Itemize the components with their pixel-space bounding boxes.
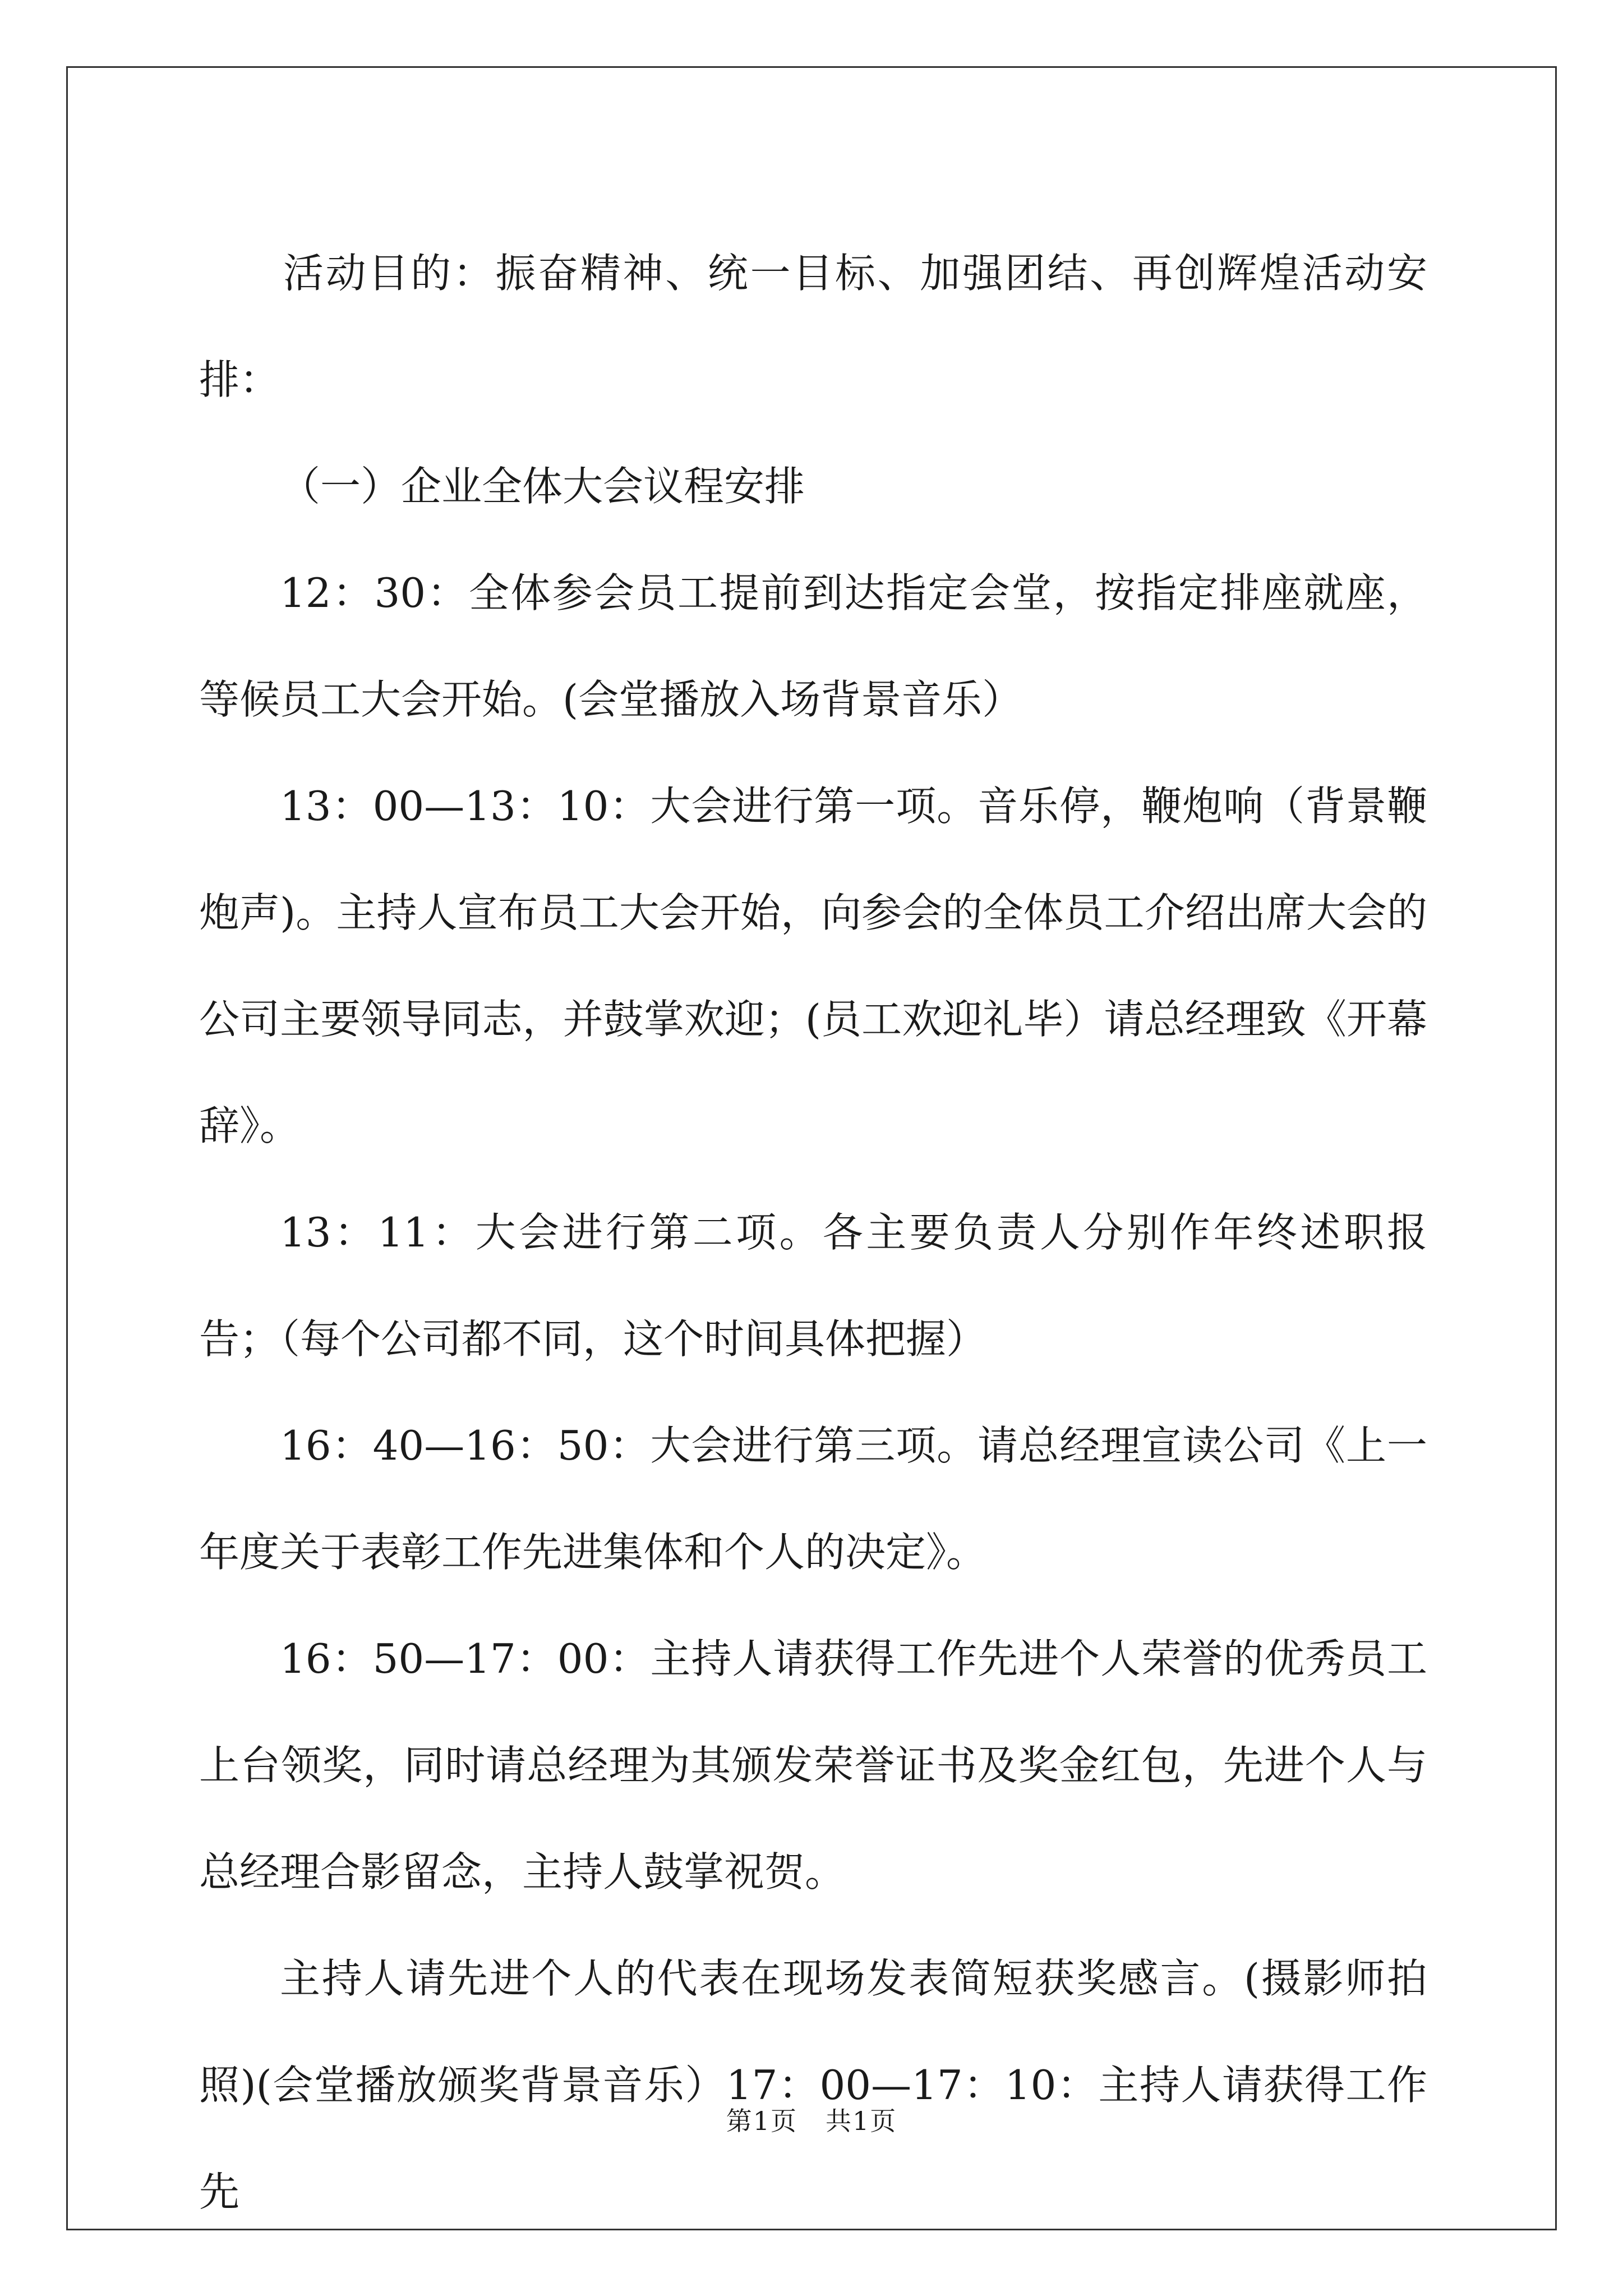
paragraph-purpose: 活动目的：振奋精神、统一目标、加强团结、再创辉煌活动安排：: [199, 250, 1427, 403]
paragraph-1650: 16：50—17：00：主持人请获得工作先进个人荣誉的优秀员工上台领奖，同时请总经理为其颁发荣誉证书及奖金红包，先进个人与总经理合影留念，主持人鼓掌祝贺。: [199, 1635, 1427, 1895]
page-footer: [0, 2101, 1623, 2138]
paragraph-1311: 13：11：大会进行第二项。各主要负责人分别作年终述职报告；（每个公司都不同，这个时间具体把握）: [199, 1209, 1427, 1363]
page-number: 第1页: [726, 2106, 798, 2136]
paragraph-1640: 16：40—16：50：大会进行第三项。请总经理宣读公司《上一年度关于表彰工作先进集体和个人的决定》。: [199, 1422, 1427, 1576]
paragraph-host-speech: 主持人请先进个人的代表在现场发表简短获奖感言。(摄影师拍照)(会堂播放颁奖背景音乐）17：00—17：10：主持人请获得工作先: [199, 1955, 1427, 2215]
page-total: 共1页: [825, 2106, 897, 2136]
paragraph-agenda-heading: （一）企业全体大会议程安排: [280, 463, 805, 510]
paragraph-1300: 13：00—13：10：大会进行第一项。音乐停，鞭炮响（背景鞭炮声)。主持人宣布员工大会开始，向参会的全体员工介绍出席大会的公司主要领导同志，并鼓掌欢迎；(员工欢迎礼毕）请总经理致《开幕辞》。: [199, 783, 1427, 1149]
document-body: [199, 220, 1427, 2245]
paragraph-1230: 12：30：全体参会员工提前到达指定会堂，按指定排座就座，等候员工大会开始。(会堂播放入场背景音乐）: [199, 569, 1427, 723]
